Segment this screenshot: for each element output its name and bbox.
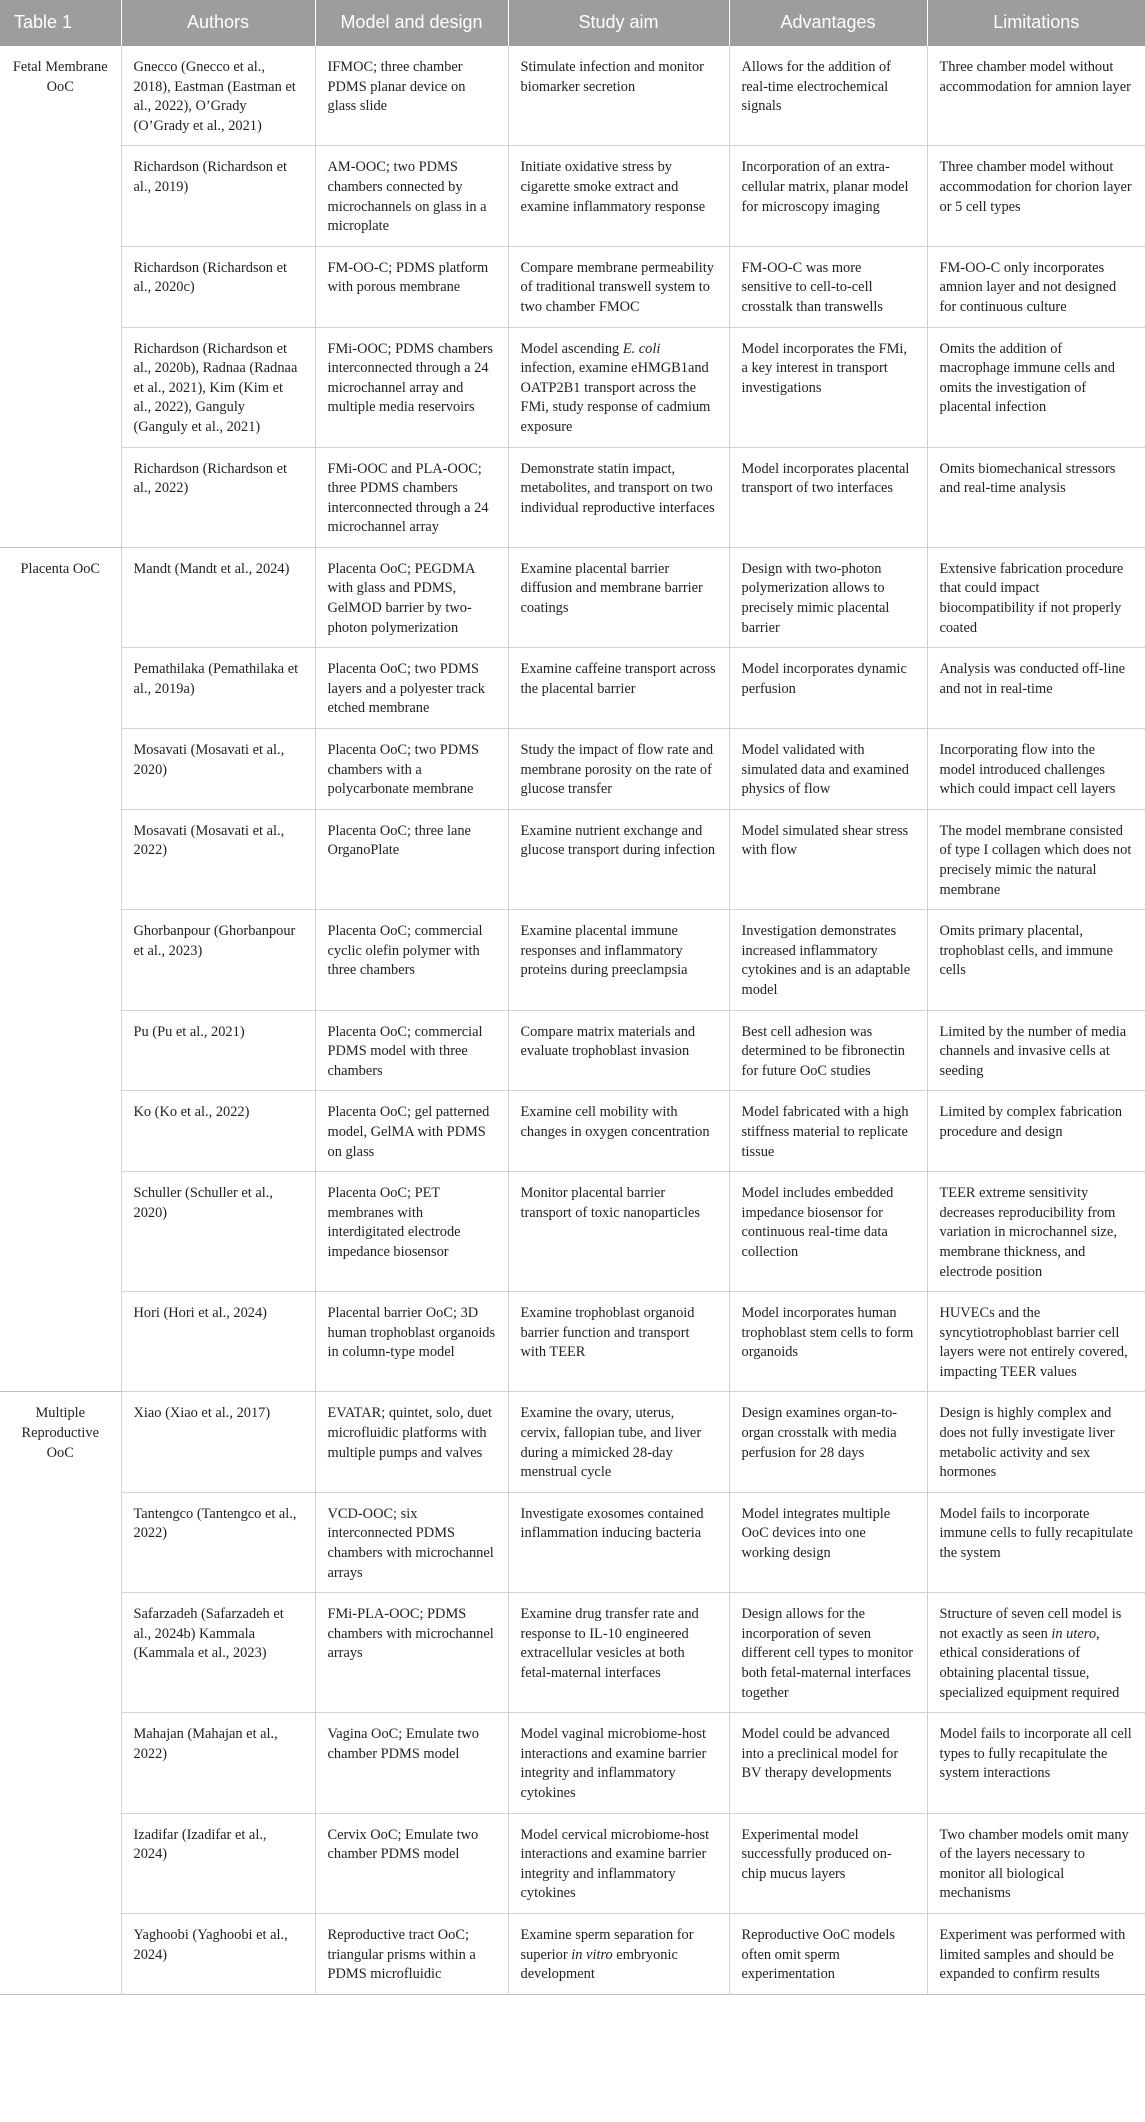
authors-cell: Ko (Ko et al., 2022) bbox=[121, 1091, 315, 1172]
limitations-cell: Design is highly complex and does not fully investigate liver metabolic activity and sex hormones bbox=[927, 1392, 1145, 1492]
limitations-cell: FM-OO-C only incorporates amnion layer and not designed for continuous culture bbox=[927, 246, 1145, 327]
limitations-cell: Omits the addition of macrophage immune cells and omits the investigation of placental infection bbox=[927, 327, 1145, 447]
model-cell: Vagina OoC; Emulate two chamber PDMS model bbox=[315, 1713, 508, 1813]
authors-cell: Richardson (Richardson et al., 2020b), Radnaa (Radnaa et al., 2021), Kim (Kim et al., 2022), Ganguly (Ganguly et al., 2021) bbox=[121, 327, 315, 447]
table-row bbox=[0, 729, 1145, 810]
limitations-cell: Omits biomechanical stressors and real-time analysis bbox=[927, 447, 1145, 547]
table-row bbox=[0, 46, 1145, 146]
authors-cell: Hori (Hori et al., 2024) bbox=[121, 1292, 315, 1392]
advantages-cell: Best cell adhesion was determined to be fibronectin for future OoC studies bbox=[729, 1010, 927, 1091]
authors-cell: Pemathilaka (Pemathilaka et al., 2019a) bbox=[121, 648, 315, 729]
advantages-cell: Model includes embedded impedance biosensor for continuous real-time data collection bbox=[729, 1172, 927, 1292]
table-row bbox=[0, 809, 1145, 909]
table-header-row bbox=[0, 0, 1145, 46]
aim-cell: Investigate exosomes contained inflammation inducing bacteria bbox=[508, 1492, 729, 1592]
limitations-cell: Three chamber model without accommodation for chorion layer or 5 cell types bbox=[927, 146, 1145, 246]
aim-cell: Model cervical microbiome-host interactions and examine barrier integrity and inflammatory cytokines bbox=[508, 1813, 729, 1913]
table-row bbox=[0, 1292, 1145, 1392]
authors-cell: Izadifar (Izadifar et al., 2024) bbox=[121, 1813, 315, 1913]
advantages-cell: Model validated with simulated data and examined physics of flow bbox=[729, 729, 927, 810]
table-row bbox=[0, 910, 1145, 1010]
model-cell: Placenta OoC; gel patterned model, GelMA with PDMS on glass bbox=[315, 1091, 508, 1172]
model-cell: Placenta OoC; commercial cyclic olefin polymer with three chambers bbox=[315, 910, 508, 1010]
limitations-cell: TEER extreme sensitivity decreases reproducibility from variation in microchannel size, membrane thickness, and electrode position bbox=[927, 1172, 1145, 1292]
limitations-cell: Limited by the number of media channels and invasive cells at seeding bbox=[927, 1010, 1145, 1091]
limitations-cell: Three chamber model without accommodation for amnion layer bbox=[927, 46, 1145, 146]
aim-cell: Examine trophoblast organoid barrier function and transport with TEER bbox=[508, 1292, 729, 1392]
advantages-cell: FM-OO-C was more sensitive to cell-to-cell crosstalk than transwells bbox=[729, 246, 927, 327]
limitations-cell: Omits primary placental, trophoblast cells, and immune cells bbox=[927, 910, 1145, 1010]
aim-cell: Model ascending E. coli infection, examine eHMGB1and OATP2B1 transport across the FMi, study response of cadmium exposure bbox=[508, 327, 729, 447]
advantages-cell: Design with two-photon polymerization allows to precisely mimic placental barrier bbox=[729, 547, 927, 647]
authors-cell: Mahajan (Mahajan et al., 2022) bbox=[121, 1713, 315, 1813]
model-cell: AM-OOC; two PDMS chambers connected by microchannels on glass in a microplate bbox=[315, 146, 508, 246]
advantages-cell: Model incorporates dynamic perfusion bbox=[729, 648, 927, 729]
model-cell: Cervix OoC; Emulate two chamber PDMS model bbox=[315, 1813, 508, 1913]
aim-cell: Compare matrix materials and evaluate trophoblast invasion bbox=[508, 1010, 729, 1091]
authors-cell: Mandt (Mandt et al., 2024) bbox=[121, 547, 315, 647]
advantages-cell: Reproductive OoC models often omit sperm experimentation bbox=[729, 1913, 927, 1994]
model-cell: FM-OO-C; PDMS platform with porous membrane bbox=[315, 246, 508, 327]
model-cell: Placenta OoC; PET membranes with interdigitated electrode impedance biosensor bbox=[315, 1172, 508, 1292]
table-row bbox=[0, 1593, 1145, 1713]
advantages-cell: Investigation demonstrates increased inflammatory cytokines and is an adaptable model bbox=[729, 910, 927, 1010]
advantages-cell: Experimental model successfully produced on-chip mucus layers bbox=[729, 1813, 927, 1913]
table-row bbox=[0, 146, 1145, 246]
aim-cell: Examine drug transfer rate and response to IL-10 engineered extracellular vesicles at both fetal-maternal interfaces bbox=[508, 1593, 729, 1713]
model-cell: Placental barrier OoC; 3D human trophoblast organoids in column-type model bbox=[315, 1292, 508, 1392]
advantages-cell: Model incorporates placental transport of two interfaces bbox=[729, 447, 927, 547]
aim-cell: Demonstrate statin impact, metabolites, and transport on two individual reproductive interfaces bbox=[508, 447, 729, 547]
authors-cell: Mosavati (Mosavati et al., 2020) bbox=[121, 729, 315, 810]
aim-cell: Study the impact of flow rate and membrane porosity on the rate of glucose transfer bbox=[508, 729, 729, 810]
limitations-cell: Analysis was conducted off-line and not in real-time bbox=[927, 648, 1145, 729]
table-row bbox=[0, 1813, 1145, 1913]
advantages-cell: Model fabricated with a high stiffness material to replicate tissue bbox=[729, 1091, 927, 1172]
group-label-cell bbox=[0, 46, 121, 547]
table-row bbox=[0, 1713, 1145, 1813]
aim-cell: Examine sperm separation for superior in vitro embryonic development bbox=[508, 1913, 729, 1994]
limitations-cell: The model membrane consisted of type I collagen which does not precisely mimic the natural membrane bbox=[927, 809, 1145, 909]
model-cell: FMi-OOC; PDMS chambers interconnected through a 24 microchannel array and multiple media reservoirs bbox=[315, 327, 508, 447]
aim-cell: Examine the ovary, uterus, cervix, fallopian tube, and liver during a mimicked 28-day menstrual cycle bbox=[508, 1392, 729, 1492]
advantages-cell: Model simulated shear stress with flow bbox=[729, 809, 927, 909]
authors-cell: Schuller (Schuller et al., 2020) bbox=[121, 1172, 315, 1292]
aim-cell: Examine cell mobility with changes in oxygen concentration bbox=[508, 1091, 729, 1172]
model-cell: Placenta OoC; commercial PDMS model with three chambers bbox=[315, 1010, 508, 1091]
aim-cell: Model vaginal microbiome-host interactions and examine barrier integrity and inflammatory cytokines bbox=[508, 1713, 729, 1813]
advantages-cell: Model could be advanced into a preclinical model for BV therapy developments bbox=[729, 1713, 927, 1813]
authors-cell: Richardson (Richardson et al., 2019) bbox=[121, 146, 315, 246]
column-header-aim: Study aim bbox=[508, 0, 729, 46]
limitations-cell: Experiment was performed with limited samples and should be expanded to confirm results bbox=[927, 1913, 1145, 1994]
advantages-cell: Incorporation of an extra-cellular matrix, planar model for microscopy imaging bbox=[729, 146, 927, 246]
authors-cell: Pu (Pu et al., 2021) bbox=[121, 1010, 315, 1091]
table-row bbox=[0, 1172, 1145, 1292]
advantages-cell: Model incorporates the FMi, a key interest in transport investigations bbox=[729, 327, 927, 447]
group-label-cell bbox=[0, 547, 121, 1392]
model-cell: Placenta OoC; two PDMS chambers with a polycarbonate membrane bbox=[315, 729, 508, 810]
group-label: Fetal Membrane OoC bbox=[12, 59, 108, 95]
limitations-cell: Structure of seven cell model is not exactly as seen in utero, ethical considerations of obtaining placental tissue, specialized equipment required bbox=[927, 1593, 1145, 1713]
authors-cell: Xiao (Xiao et al., 2017) bbox=[121, 1392, 315, 1492]
table-row bbox=[0, 246, 1145, 327]
advantages-cell: Design examines organ-to-organ crosstalk with media perfusion for 28 days bbox=[729, 1392, 927, 1492]
advantages-cell: Model integrates multiple OoC devices into one working design bbox=[729, 1492, 927, 1592]
aim-cell: Stimulate infection and monitor biomarker secretion bbox=[508, 46, 729, 146]
table-row bbox=[0, 327, 1145, 447]
column-header-model: Model and design bbox=[315, 0, 508, 46]
limitations-cell: Model fails to incorporate immune cells to fully recapitulate the system bbox=[927, 1492, 1145, 1592]
authors-cell: Ghorbanpour (Ghorbanpour et al., 2023) bbox=[121, 910, 315, 1010]
advantages-cell: Model incorporates human trophoblast stem cells to form organoids bbox=[729, 1292, 927, 1392]
table-row bbox=[0, 1492, 1145, 1592]
authors-cell: Richardson (Richardson et al., 2020c) bbox=[121, 246, 315, 327]
model-cell: Reproductive tract OoC; triangular prisms within a PDMS microfluidic bbox=[315, 1913, 508, 1994]
aim-cell: Monitor placental barrier transport of toxic nanoparticles bbox=[508, 1172, 729, 1292]
limitations-cell: Extensive fabrication procedure that could impact biocompatibility if not properly coated bbox=[927, 547, 1145, 647]
model-cell: Placenta OoC; three lane OrganoPlate bbox=[315, 809, 508, 909]
model-cell: Placenta OoC; two PDMS layers and a polyester track etched membrane bbox=[315, 648, 508, 729]
table-row bbox=[0, 547, 1145, 647]
aim-cell: Examine caffeine transport across the placental barrier bbox=[508, 648, 729, 729]
aim-cell: Examine placental immune responses and inflammatory proteins during preeclampsia bbox=[508, 910, 729, 1010]
table-row bbox=[0, 447, 1145, 547]
table-row bbox=[0, 1091, 1145, 1172]
table-row bbox=[0, 1392, 1145, 1492]
authors-cell: Mosavati (Mosavati et al., 2022) bbox=[121, 809, 315, 909]
table-row bbox=[0, 1913, 1145, 1994]
aim-cell: Compare membrane permeability of traditional transwell system to two chamber FMOC bbox=[508, 246, 729, 327]
authors-cell: Yaghoobi (Yaghoobi et al., 2024) bbox=[121, 1913, 315, 1994]
authors-cell: Richardson (Richardson et al., 2022) bbox=[121, 447, 315, 547]
table-body bbox=[0, 46, 1145, 1994]
advantages-cell: Allows for the addition of real-time electrochemical signals bbox=[729, 46, 927, 146]
table-row bbox=[0, 1010, 1145, 1091]
group-label: Placenta OoC bbox=[20, 560, 101, 577]
group-label: Multiple Reproductive OoC bbox=[21, 1405, 100, 1461]
column-header-limitations: Limitations bbox=[927, 0, 1145, 46]
aim-cell: Initiate oxidative stress by cigarette smoke extract and examine inflammatory response bbox=[508, 146, 729, 246]
group-label-cell bbox=[0, 1392, 121, 1994]
limitations-cell: Limited by complex fabrication procedure and design bbox=[927, 1091, 1145, 1172]
model-cell: Placenta OoC; PEGDMA with glass and PDMS, GelMOD barrier by two-photon polymerization bbox=[315, 547, 508, 647]
model-cell: EVATAR; quintet, solo, duet microfluidic platforms with multiple pumps and valves bbox=[315, 1392, 508, 1492]
aim-cell: Examine nutrient exchange and glucose transport during infection bbox=[508, 809, 729, 909]
table-row bbox=[0, 648, 1145, 729]
advantages-cell: Design allows for the incorporation of seven different cell types to monitor both fetal-maternal interfaces together bbox=[729, 1593, 927, 1713]
model-cell: IFMOC; three chamber PDMS planar device on glass slide bbox=[315, 46, 508, 146]
column-header-authors: Authors bbox=[121, 0, 315, 46]
column-header-advantages: Advantages bbox=[729, 0, 927, 46]
limitations-cell: Model fails to incorporate all cell types to fully recapitulate the system interactions bbox=[927, 1713, 1145, 1813]
model-cell: FMi-OOC and PLA-OOC; three PDMS chambers interconnected through a 24 microchannel array bbox=[315, 447, 508, 547]
authors-cell: Safarzadeh (Safarzadeh et al., 2024b) Kammala (Kammala et al., 2023) bbox=[121, 1593, 315, 1713]
limitations-cell: Two chamber models omit many of the layers necessary to monitor all biological mechanisms bbox=[927, 1813, 1145, 1913]
model-cell: FMi-PLA-OOC; PDMS chambers with microchannel arrays bbox=[315, 1593, 508, 1713]
aim-cell: Examine placental barrier diffusion and membrane barrier coatings bbox=[508, 547, 729, 647]
authors-cell: Gnecco (Gnecco et al., 2018), Eastman (Eastman et al., 2022), O’Grady (O’Grady et al., 2021) bbox=[121, 46, 315, 146]
limitations-cell: Incorporating flow into the model introduced challenges which could impact cell layers bbox=[927, 729, 1145, 810]
model-cell: VCD-OOC; six interconnected PDMS chambers with microchannel arrays bbox=[315, 1492, 508, 1592]
authors-cell: Tantengco (Tantengco et al., 2022) bbox=[121, 1492, 315, 1592]
limitations-cell: HUVECs and the syncytiotrophoblast barrier cell layers were not entirely covered, impacting TEER values bbox=[927, 1292, 1145, 1392]
table-label: Table 1 bbox=[0, 0, 121, 46]
